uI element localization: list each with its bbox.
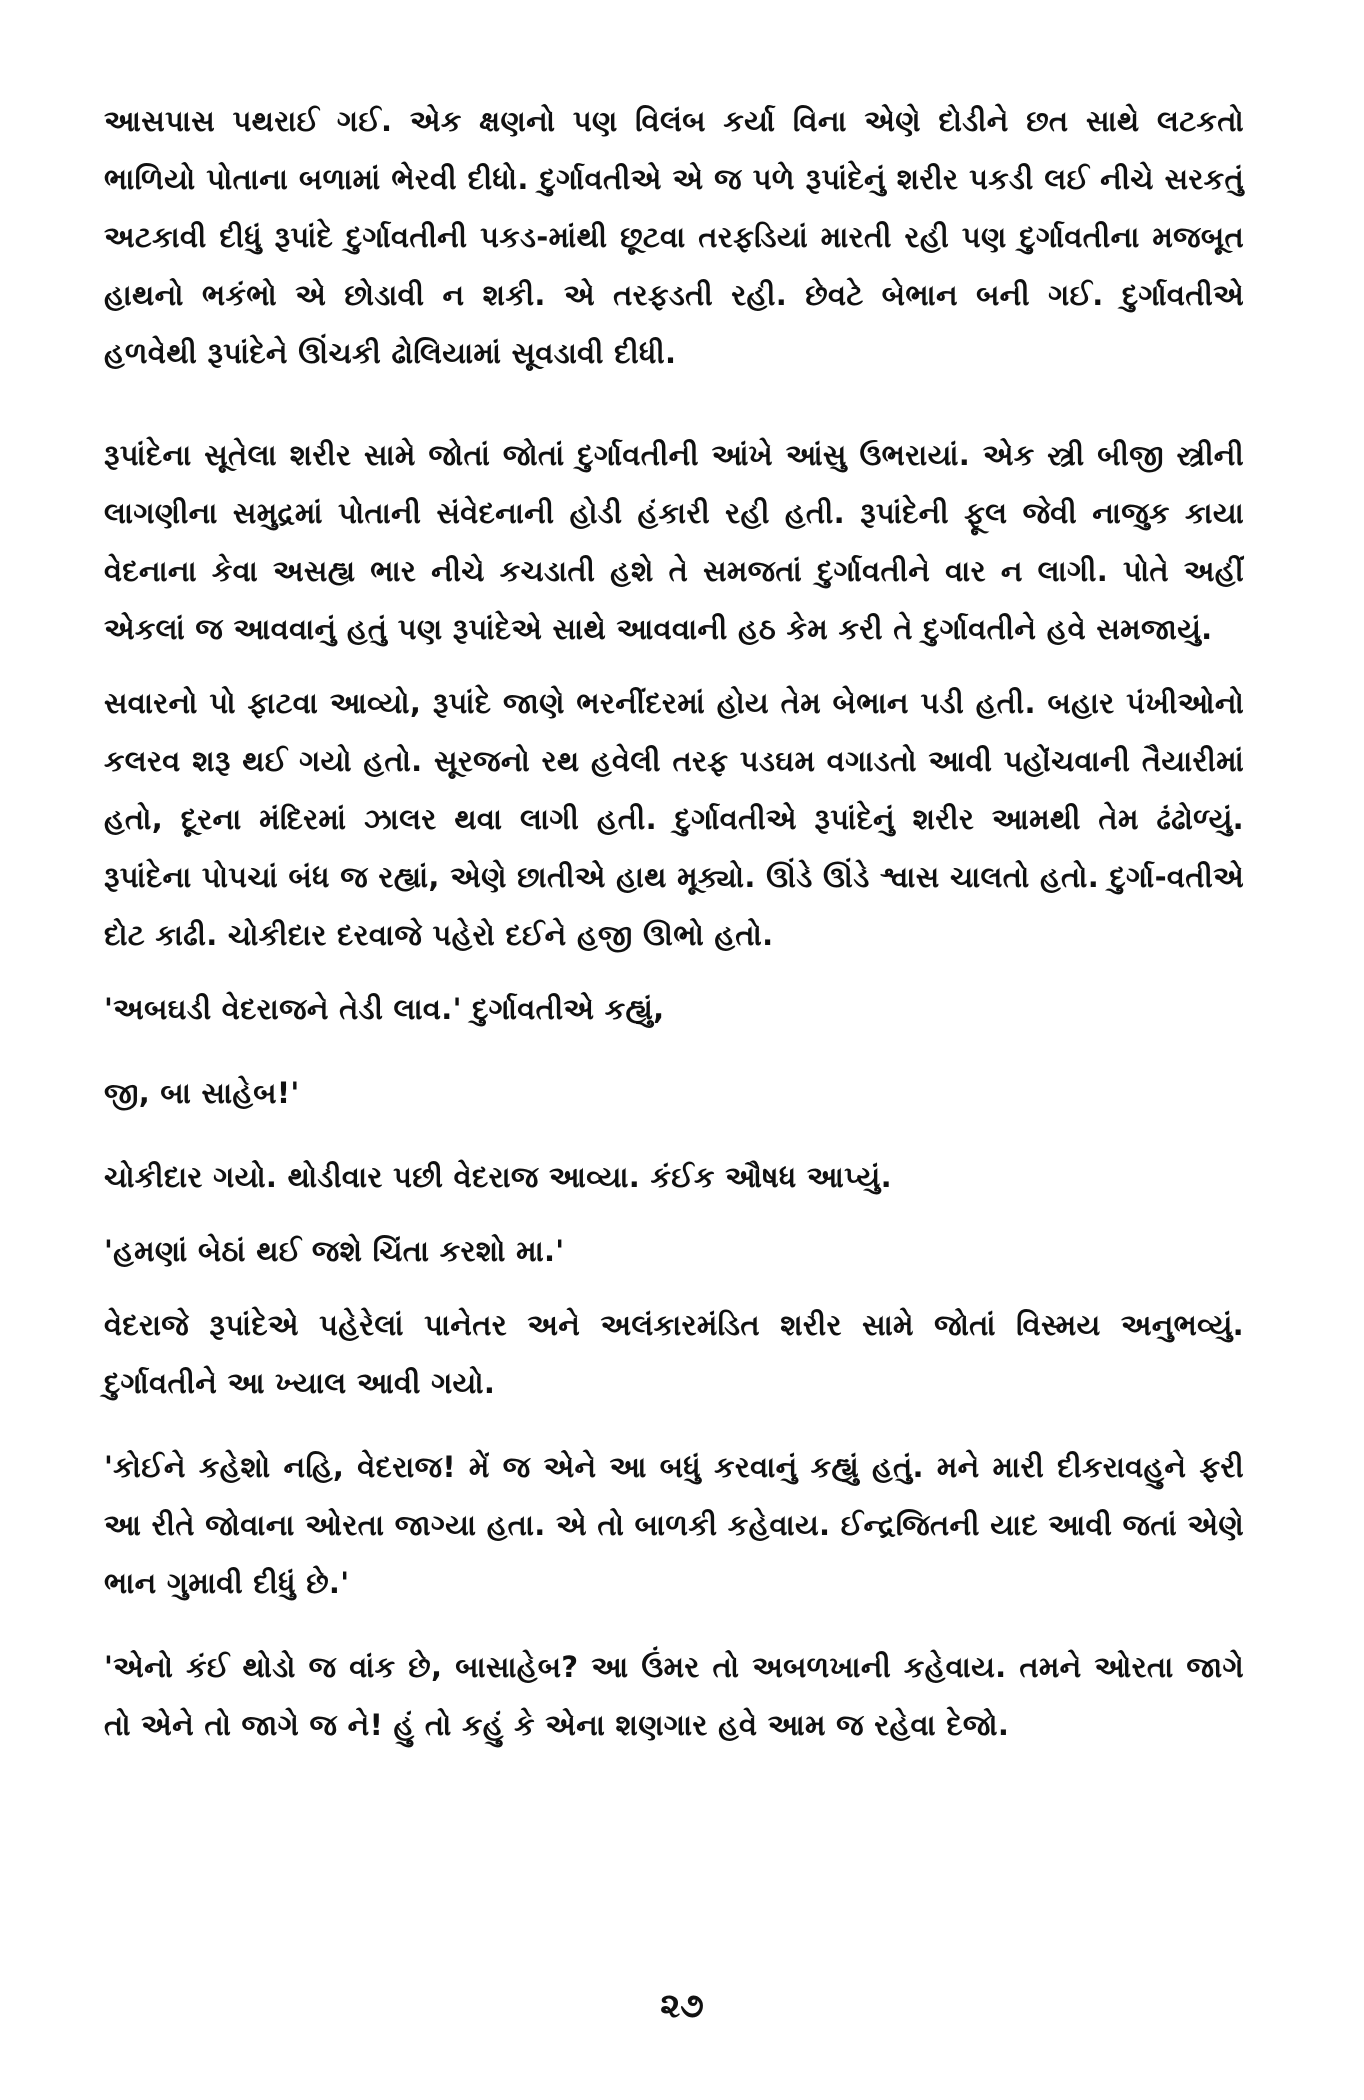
paragraph-10: 'એનો કંઈ થોડો જ વાંક છે, બાસાહેબ? આ ઉંમર તો અબળખાની કહેવાય. તમને ઓરતા જાગે તો એને તો જાગે જ ને! હું તો કહું કે એના શણગાર હવે આમ જ રહેવા દેજો. [104,1650,1244,1742]
paragraph-4: 'અબઘડી વેદરાજને તેડી લાવ.' દુર્ગાવતીએ કહ્યું, [104,992,665,1026]
paragraph-7: 'હમણાં બેઠાં થઈ જશે ચિંતા કરશો મા.' [104,1234,565,1268]
paragraph-2: રૂપાંદેના સૂતેલા શરીર સામે જોતાં જોતાં દુર્ગાવતીની આંખે આંસુ ઉભરાયાં. એક સ્ત્રી બીજી સ્ત્રીની લાગણીના સમુદ્રમાં પોતાની સંવેદનાની હોડી હંકારી રહી હતી. રૂપાંદેની ફૂલ જેવી નાજુક કાયા વેદનાના કેવા અસહ્ય ભાર નીચે કચડાતી હશે તે સમજતાં દુર્ગાવતીને વાર ન લાગી. પોતે અહીં એકલાં જ આવવાનું હતું પણ રૂપાંદેએ સાથે આવવાની હઠ કેમ કરી તે દુર્ગાવતીને હવે સમજાયું. [104,438,1244,646]
body-text [104,92,1244,1754]
paragraph-1: આસપાસ પથરાઈ ગઈ. એક ક્ષણનો પણ વિલંબ કર્યા વિના એણે દોડીને છત સાથે લટકતો ભાળિયો પોતાના બળામાં ભેરવી દીધો. દુર્ગાવતીએ એ જ પળે રૂપાંદેનું શરીર પકડી લઈ નીચે સરકતું અટકાવી દીધું રૂપાંદે દુર્ગાવતીની પકડ-માંથી છૂટવા તરફડિયાં મારતી રહી પણ દુર્ગાવતીના મજબૂત હાથનો ભકંભો એ છોડાવી ન શકી. એ તરફડતી રહી. છેવટે બેભાન બની ગઈ. દુર્ગાવતીએ હળવેથી રૂપાંદેને ઊંચકી ઢોલિયામાં સૂવડાવી દીધી. [104,104,1244,370]
paragraph-6: ચોકીદાર ગયો. થોડીવાર પછી વેદરાજ આવ્યા. કંઈક ઔષધ આપ્યું. [104,1160,892,1194]
paragraph-5: જી, બા સાહેબ!' [104,1076,300,1110]
paragraph-8: વેદરાજે રૂપાંદેએ પહેરેલાં પાનેતર અને અલંકારમંડિત શરીર સામે જોતાં વિસ્મય અનુભવ્યું. દુર્ગાવતીને આ ખ્યાલ આવી ગયો. [104,1308,1244,1400]
paragraph-9: 'કોઈને કહેશો નહિ, વેદરાજ! મેં જ એને આ બધું કરવાનું કહ્યું હતું. મને મારી દીકરાવહુને ફરી આ રીતે જોવાના ઓરતા જાગ્યા હતા. એ તો બાળકી કહેવાય. ઈન્દ્રજિતની યાદ આવી જતાં એણે ભાન ગુમાવી દીધું છે.' [104,1450,1244,1600]
paragraph-3: સવારનો પો ફાટવા આવ્યો, રૂપાંદે જાણે ભરનીંદરમાં હોય તેમ બેભાન પડી હતી. બહાર પંખીઓનો કલરવ શરૂ થઈ ગયો હતો. સૂરજનો રથ હવેલી તરફ પડઘમ વગાડતો આવી પહોંચવાની તૈયારીમાં હતો, દૂરના મંદિરમાં ઝાલર થવા લાગી હતી. દુર્ગાવતીએ રૂપાંદેનું શરીર આમથી તેમ ઢંઢોળ્યું. રૂપાંદેના પોપચાં બંધ જ રહ્યાં, એણે છાતીએ હાથ મૂક્યો. ઊંડે ઊંડે શ્વાસ ચાલતો હતો. દુર્ગા-વતીએ દોટ કાઢી. ચોકીદાર દરવાજે પહેરો દઈને હજી ઊભો હતો. [104,686,1244,952]
page-number: ૨૭ [660,1986,704,2026]
